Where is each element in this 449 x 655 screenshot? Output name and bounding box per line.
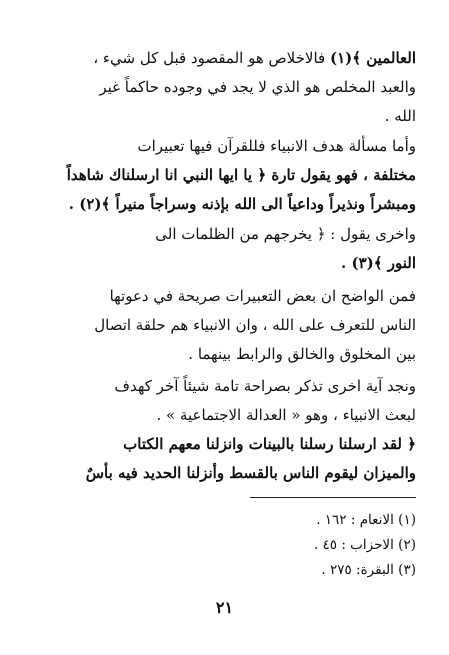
text-line: ومبشراً ونذيراً وداعياً الى الله بإذنه وسراجاً منيراً ﴾(٢) . [68, 195, 416, 213]
text-fragment: فالاخلاص هو المقصود قبل كل شيء ، [93, 49, 326, 67]
footnote-3: (٣) البقرة: ٢٧٥ . [321, 562, 416, 578]
text-line: ونجد آية اخرى تذكر بصراحة تامة شيئاً آخر كهدف [114, 377, 416, 395]
paragraph-5 [34, 372, 416, 430]
text-line: والميزان ليقوم الناس بالقسط وأنزلنا الحديد فيه بأسٌ [85, 464, 416, 482]
paragraph-6-quran-verse [34, 430, 416, 488]
footnote-1: (١) الانعام : ١٦٢ . [316, 512, 416, 528]
text-line [34, 44, 416, 73]
text-line: النور ﴾(٣) . [341, 254, 416, 272]
text-line: والعبد المخلص هو الذي لا يجد في وجوده حاكماً غير [99, 78, 416, 96]
text-line: الله . [384, 107, 416, 125]
paragraph-2 [34, 132, 416, 219]
text-line: ﴿ لقد ارسلنا رسلنا بالبينات وانزلنا معهم الكتاب [123, 435, 416, 453]
paragraph-1 [34, 44, 416, 131]
text-line: وأما مسألة هدف الانبياء فللقرآن فيها تعبيرات [137, 137, 416, 155]
text-line: فمن الواضح ان بعض التعبيرات صريحة في دعوتها [109, 287, 416, 305]
text-line: بين المخلوق والخالق والرابط بينهما . [188, 345, 416, 363]
page-number: ٢١ [215, 598, 234, 617]
footnote-2: (٢) الاحزاب : ٤٥ . [313, 537, 416, 553]
text-line: الناس للتعرف على الله ، وان الانبياء هم حلقة اتصال [94, 316, 416, 334]
paragraph-3 [34, 220, 416, 278]
bold-phrase: العالمين ﴾(١) [329, 49, 416, 67]
footnotes [196, 508, 416, 583]
text-line: مختلفة ، فهو يقول تارة ﴿ يا ايها النبي انا ارسلناك شاهداً [66, 166, 416, 184]
text-line: لبعث الانبياء ، وهو « العدالة الاجتماعية » . [156, 406, 416, 424]
footnote-divider [250, 497, 416, 498]
text-line: واخرى يقول : ﴿ يخرجهم من الظلمات الى [155, 225, 416, 243]
paragraph-4 [34, 282, 416, 369]
